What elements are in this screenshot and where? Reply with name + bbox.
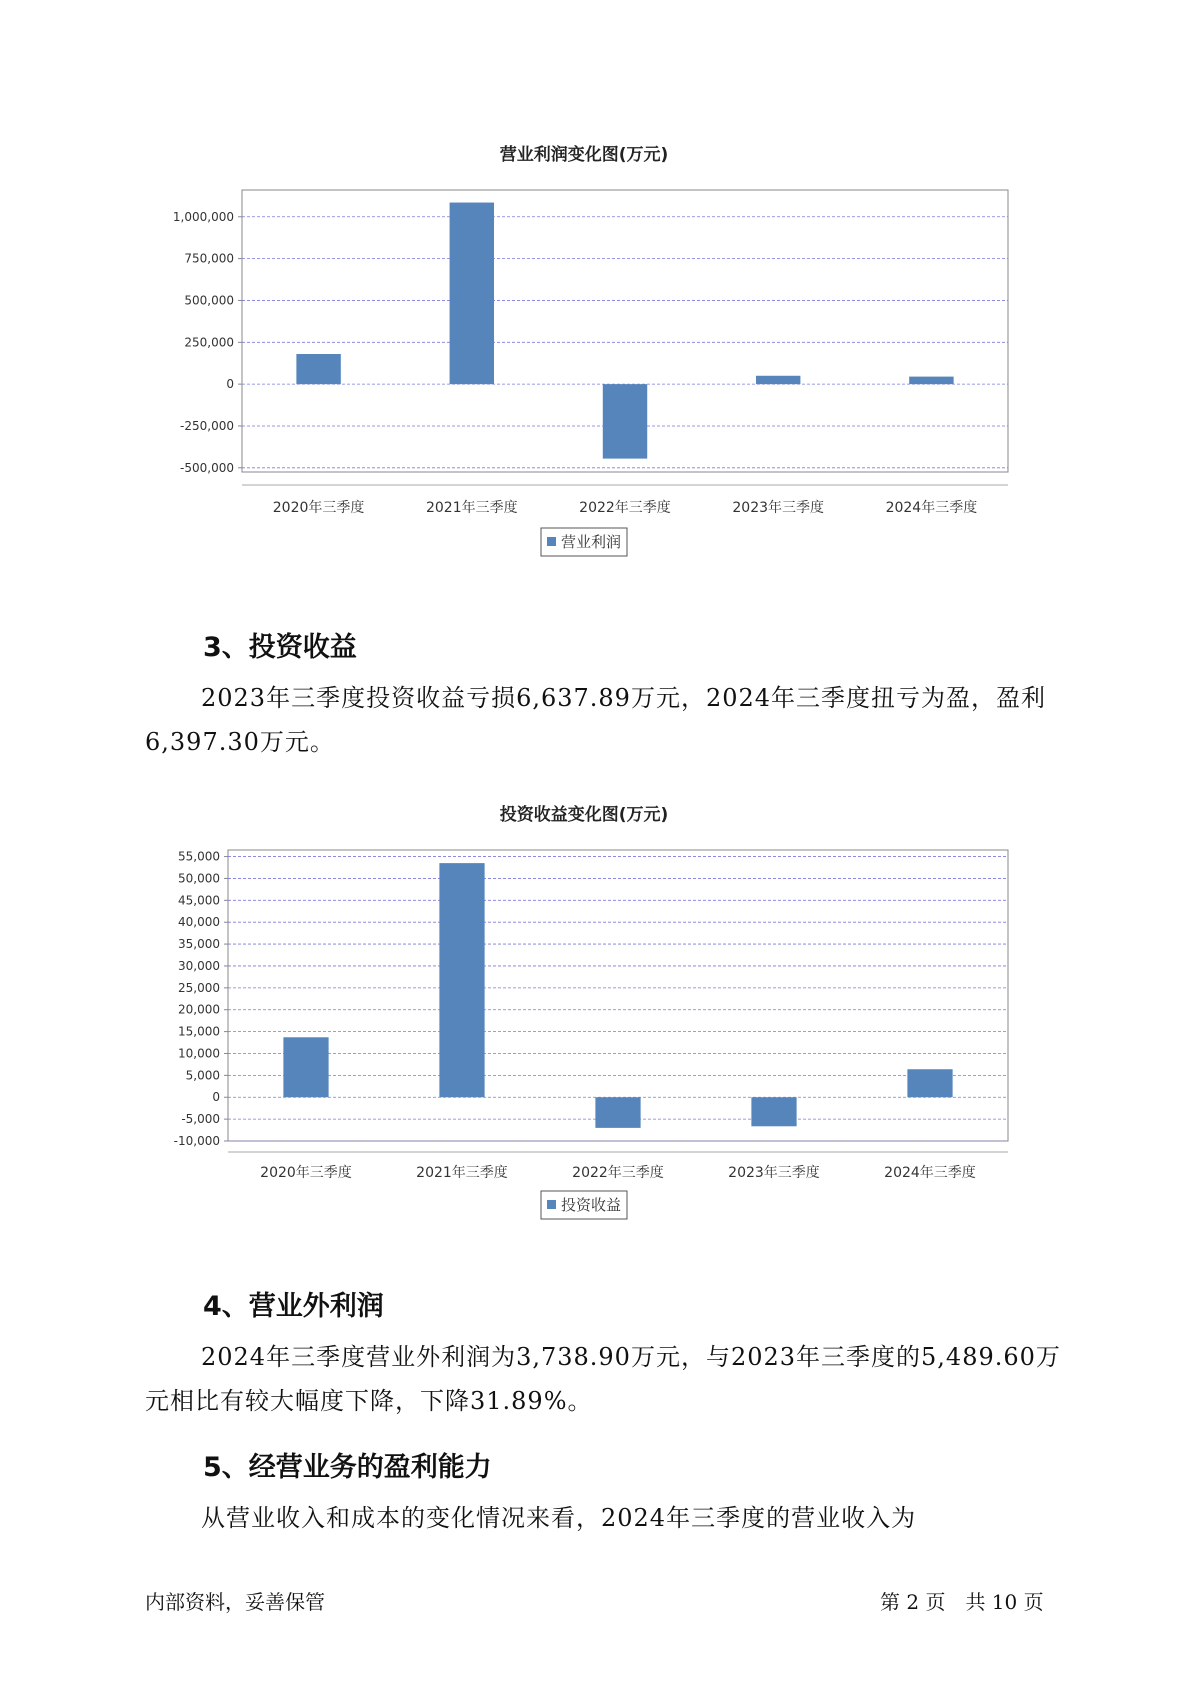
y-tick-label: 15,000 (178, 1024, 220, 1039)
y-tick-label: 45,000 (178, 893, 220, 908)
bar-2024年三季度 (909, 377, 953, 385)
bar-2022年三季度 (603, 384, 647, 458)
y-tick-label: 500,000 (184, 293, 234, 308)
bar-2020年三季度 (283, 1037, 328, 1097)
chart-legend (541, 1191, 627, 1219)
footer-page-number: 第 2 页 共 10 页 (880, 1590, 1044, 1614)
x-tick-label: 2022年三季度 (572, 1165, 664, 1181)
y-tick-label: 0 (212, 1090, 220, 1105)
section-5-text: 从营业收入和成本的变化情况来看，2024年三季度的营业收入为 (201, 1504, 917, 1532)
y-tick-label: 5,000 (185, 1068, 220, 1083)
bar-2024年三季度 (907, 1069, 952, 1097)
section-3-text: 2023年三季度投资收益亏损6,637.89万元，2024年三季度扭亏为盈，盈利6,397.30万元。 (145, 684, 1047, 756)
section-3-paragraph (145, 676, 1075, 764)
bar-2021年三季度 (439, 863, 484, 1097)
y-tick-label: 50,000 (178, 871, 220, 886)
y-tick-label: -5,000 (181, 1112, 220, 1127)
y-tick-label: 10,000 (178, 1046, 220, 1061)
y-tick-label: 55,000 (178, 849, 220, 864)
bar-2021年三季度 (450, 203, 494, 385)
legend-swatch (547, 1200, 556, 1209)
y-tick-label: 0 (226, 377, 234, 392)
x-tick-label: 2020年三季度 (272, 500, 365, 516)
footer-confidential: 内部资料，妥善保管 (145, 1590, 325, 1614)
y-tick-label: 750,000 (184, 251, 234, 266)
y-tick-label: -500,000 (180, 460, 234, 475)
x-tick-label: 2021年三季度 (416, 1165, 508, 1181)
x-tick-label: 2021年三季度 (425, 500, 518, 516)
y-tick-label: -10,000 (173, 1134, 220, 1148)
chart-legend (541, 528, 627, 556)
section-4-paragraph (145, 1335, 1075, 1423)
x-tick-label: 2024年三季度 (885, 500, 978, 516)
investment-income-chart-svg (140, 800, 1020, 1245)
y-tick-label: -250,000 (180, 418, 234, 433)
legend-swatch (547, 537, 556, 546)
y-tick-label: 250,000 (184, 335, 234, 350)
y-tick-label: 25,000 (178, 980, 220, 995)
operating-profit-chart (140, 140, 1020, 590)
investment-income-chart (140, 800, 1020, 1245)
x-tick-label: 2023年三季度 (732, 500, 825, 516)
x-tick-label: 2023年三季度 (728, 1165, 820, 1181)
operating-profit-chart-svg (140, 140, 1020, 590)
legend-label: 投资收益 (561, 1196, 622, 1214)
bar-2020年三季度 (296, 354, 340, 384)
bar-2023年三季度 (751, 1097, 796, 1126)
y-tick-label: 35,000 (178, 937, 220, 952)
y-tick-label: 1,000,000 (172, 209, 234, 224)
y-tick-label: 20,000 (178, 1002, 220, 1017)
section-4-text: 2024年三季度营业外利润为3,738.90万元，与2023年三季度的5,489.60万元相比有较大幅度下降，下降31.89%。 (145, 1343, 1061, 1415)
x-tick-label: 2024年三季度 (884, 1165, 976, 1181)
bar-2022年三季度 (595, 1097, 640, 1128)
x-tick-label: 2022年三季度 (579, 500, 671, 516)
section-4-heading: 4、营业外利润 (203, 1291, 384, 1322)
y-tick-label: 30,000 (178, 958, 220, 973)
x-tick-label: 2020年三季度 (260, 1165, 352, 1181)
section-5-heading: 5、经营业务的盈利能力 (203, 1452, 492, 1483)
section-5-paragraph (145, 1496, 1075, 1540)
legend-label: 营业利润 (561, 533, 622, 551)
chart-title: 投资收益变化图(万元) (499, 805, 669, 825)
chart-title: 营业利润变化图(万元) (499, 145, 669, 165)
y-tick-label: 40,000 (178, 915, 220, 930)
section-3-heading: 3、投资收益 (203, 632, 357, 663)
bar-2023年三季度 (756, 376, 800, 384)
